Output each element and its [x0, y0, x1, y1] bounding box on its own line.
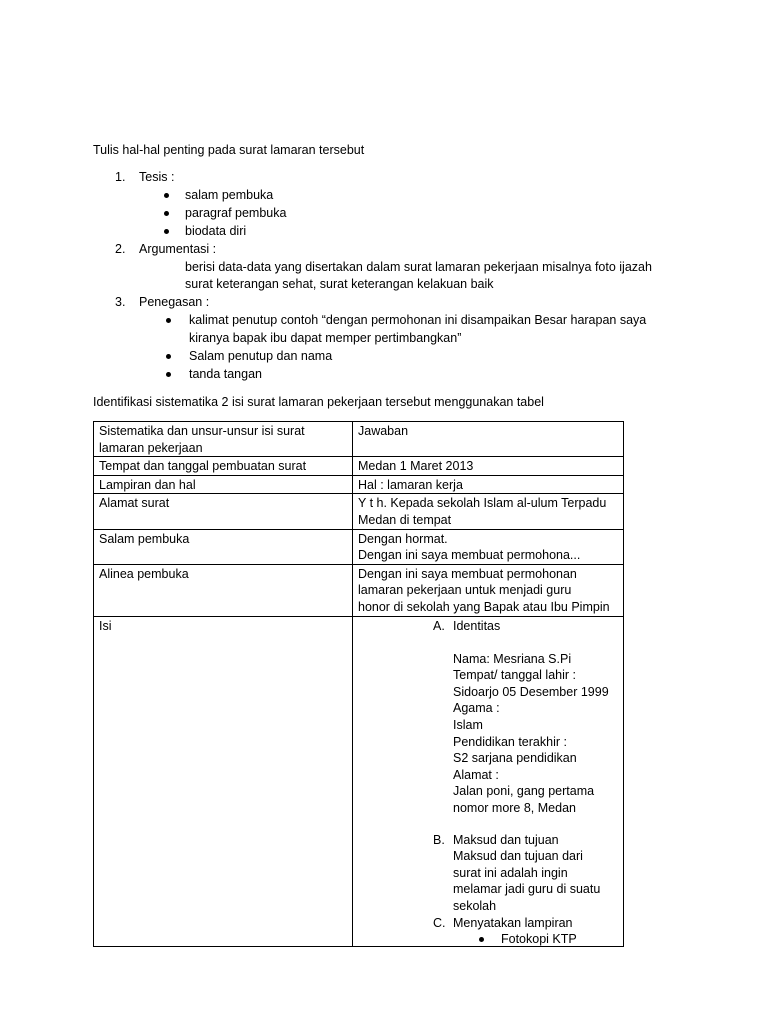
attachment-item: Fotokopi KTP [501, 932, 577, 947]
table-cell: Dengan hormat. Dengan ini saya membuat permohona... [353, 529, 624, 564]
bullet-icon [479, 937, 484, 942]
list-number-2: 2. [115, 242, 126, 256]
table-row [94, 529, 624, 564]
identity-line: Nama: Mesriana S.Pi [453, 651, 572, 666]
list-number-1: 1. [115, 170, 126, 184]
list-number-3: 3. [115, 295, 126, 309]
identity-line: Tempat/ tanggal lahir : [453, 668, 576, 683]
identity-line: Agama : [453, 701, 500, 716]
bullet-icon [166, 372, 171, 377]
paragraph-line: surat keterangan sehat, surat keterangan kelakuan baik [185, 277, 494, 291]
table-cell: Dengan ini saya membuat permohonan lamaran pekerjaan untuk menjadi guru honor di sekolah yang Bapak atau Ibu Pimpin [353, 564, 624, 616]
table-cell: Lampiran dan hal [94, 475, 353, 494]
table-cell: Alamat surat [94, 494, 353, 529]
purpose-line: Maksud dan tujuan dari [453, 849, 583, 864]
table-header-cell: Jawaban [353, 422, 624, 457]
table-row-isi [94, 616, 624, 946]
list-item: paragraf pembuka [185, 206, 287, 220]
list-item: biodata diri [185, 224, 247, 238]
section-title-maksud: Maksud dan tujuan [453, 832, 559, 847]
table-cell: Alinea pembuka [94, 564, 353, 616]
identity-line: Sidoarjo 05 Desember 1999 [453, 684, 609, 699]
purpose-line: sekolah [453, 898, 497, 913]
bullet-icon [166, 354, 171, 359]
section-title-identitas: Identitas [453, 618, 501, 633]
section-marker-c: C. [433, 915, 446, 930]
identity-line: S2 sarjana pendidikan [453, 751, 577, 766]
identity-line: nomor more 8, Medan [453, 800, 576, 815]
identity-line: Islam [453, 717, 483, 732]
section-marker-a: A. [433, 618, 445, 633]
list-title-argumentasi: Argumentasi : [139, 242, 217, 256]
table-cell: Y t h. Kepada sekolah Islam al-ulum Terpadu Medan di tempat [353, 494, 624, 529]
intro-text: Tulis hal-hal penting pada surat lamaran tersebut [93, 143, 365, 157]
list-item: tanda tangan [189, 367, 262, 381]
table-intro-text: Identifikasi sistematika 2 isi surat lamaran pekerjaan tersebut menggunakan tabel [93, 395, 544, 409]
table-row [94, 475, 624, 494]
table-cell: Hal : lamaran kerja [353, 475, 624, 494]
table-cell: Medan 1 Maret 2013 [353, 457, 624, 476]
table-header-row [94, 422, 624, 457]
isi-content [358, 618, 618, 947]
list-title-penegasan: Penegasan : [139, 295, 210, 309]
paragraph-line: berisi data-data yang disertakan dalam surat lamaran pekerjaan misalnya foto ijazah [185, 260, 652, 274]
list-item: Salam penutup dan nama [189, 349, 333, 363]
systematics-table [93, 421, 624, 947]
purpose-line: surat ini adalah ingin [453, 865, 568, 880]
identity-line: Jalan poni, gang pertama [453, 784, 595, 799]
list-title-tesis: Tesis : [139, 170, 175, 184]
bullet-icon [164, 229, 169, 234]
table-row [94, 457, 624, 476]
section-title-lampiran: Menyatakan lampiran [453, 915, 573, 930]
table-cell-isi [353, 616, 624, 946]
bullet-icon [166, 318, 171, 323]
bullet-icon [164, 193, 169, 198]
list-item: salam pembuka [185, 188, 274, 202]
table-cell: Salam pembuka [94, 529, 353, 564]
identity-line: Pendidikan terakhir : [453, 734, 567, 749]
list-item-continuation: kiranya bapak ibu dapat memper pertimbangkan” [189, 331, 462, 345]
table-row [94, 494, 624, 529]
purpose-line: melamar jadi guru di suatu [453, 882, 601, 897]
section-marker-b: B. [433, 832, 445, 847]
table-header-cell: Sistematika dan unsur-unsur isi surat lamaran pekerjaan [94, 422, 353, 457]
table-cell: Isi [94, 616, 353, 946]
table-row [94, 564, 624, 616]
table-cell: Tempat dan tanggal pembuatan surat [94, 457, 353, 476]
bullet-icon [164, 211, 169, 216]
list-item: kalimat penutup contoh “dengan permohonan ini disampaikan Besar harapan saya [189, 313, 647, 327]
identity-line: Alamat : [453, 767, 499, 782]
